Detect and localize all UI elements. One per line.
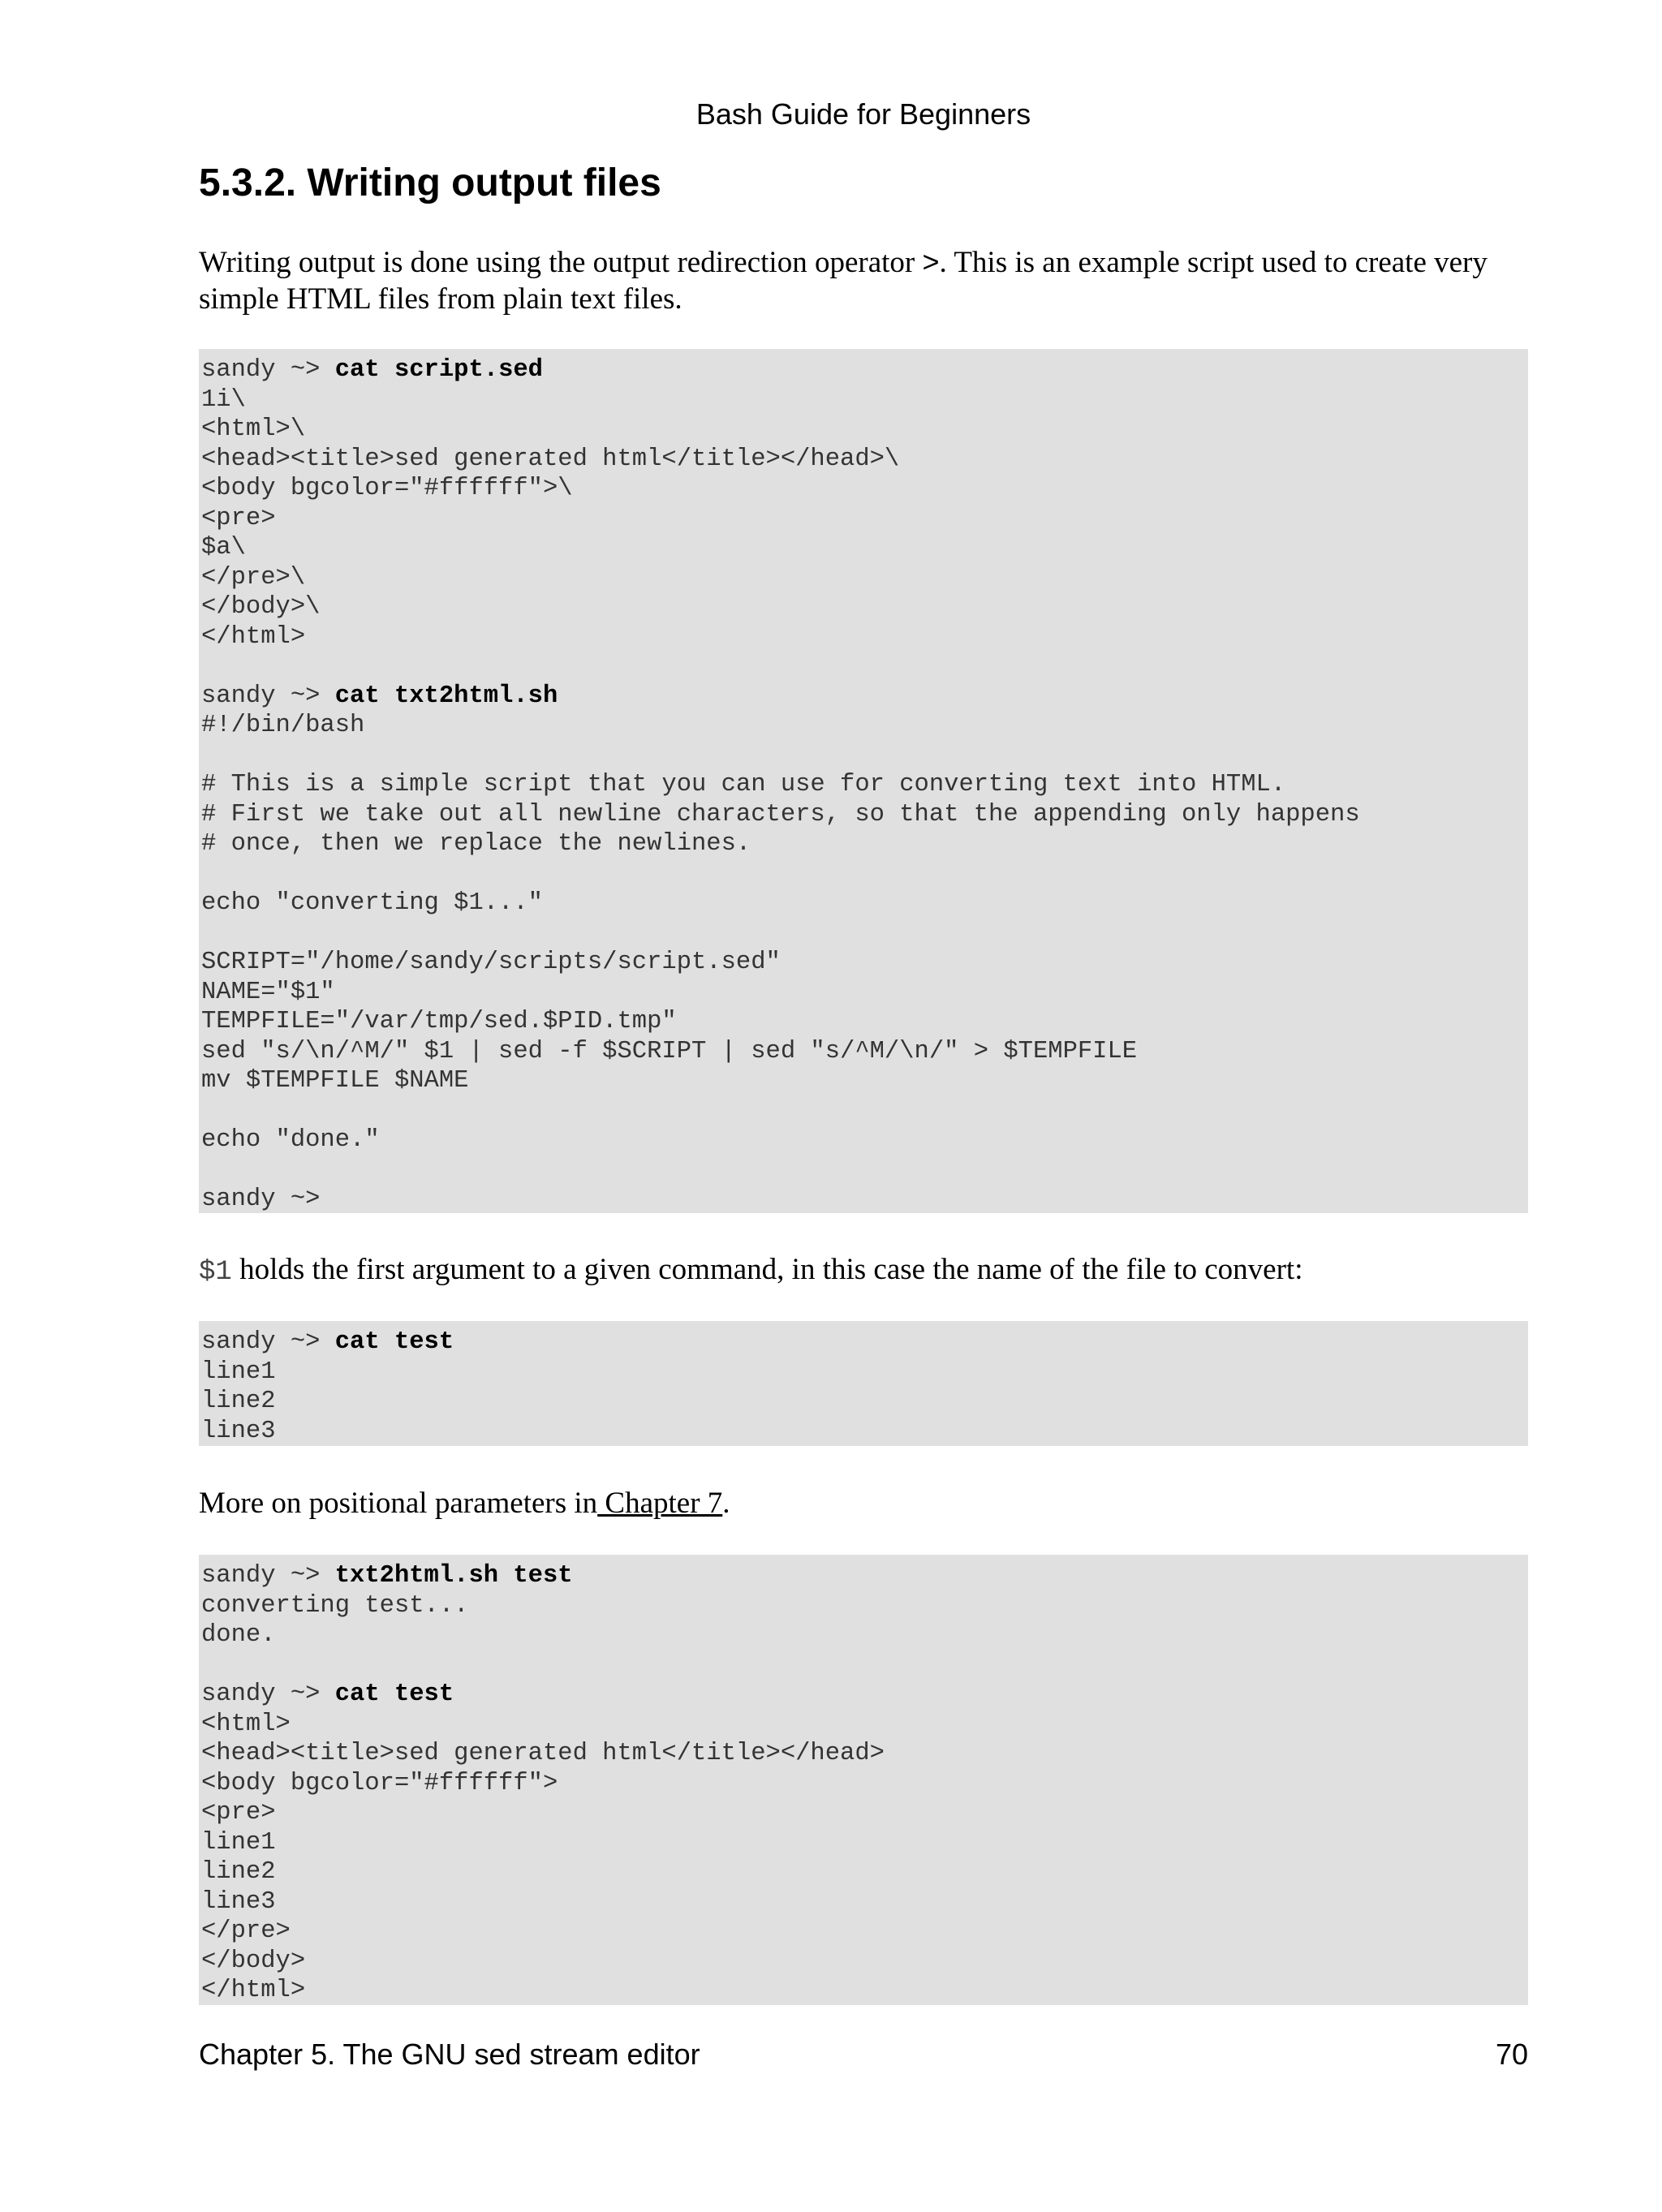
footer-chapter-title: Chapter 5. The GNU sed stream editor [199, 2038, 700, 2071]
code-line: #!/bin/bash [201, 712, 365, 739]
code-line: <html>\ [201, 415, 306, 443]
code-line: line2 [201, 1858, 276, 1886]
code-block-script [199, 349, 1528, 1213]
code-line: <body bgcolor="#ffffff">\ [201, 475, 573, 502]
code-line [201, 741, 1528, 771]
code-line: # This is a simple script that you can use for converting text into HTML. [201, 771, 1286, 798]
code-block-run-output [199, 1555, 1528, 2005]
code-line: </pre>\ [201, 563, 306, 592]
shell-command: txt2html.sh test [334, 1562, 573, 1590]
code-line [201, 1650, 1528, 1681]
code-line: NAME="$1" [201, 978, 335, 1006]
section-title: 5.3.2. Writing output files [199, 161, 661, 204]
shell-prompt: sandy ~> [201, 356, 335, 384]
shell-prompt: sandy ~> [201, 1681, 335, 1708]
code-line: 1i\ [201, 385, 246, 414]
code-line: line3 [201, 1887, 276, 1916]
intro-paragraph [199, 243, 1530, 317]
inline-code-arg: $1 [199, 1257, 232, 1288]
code-block-test-file [199, 1321, 1528, 1446]
code-line: echo "converting $1..." [201, 889, 543, 917]
code-line: # once, then we replace the newlines. [201, 830, 751, 858]
positional-paragraph [199, 1485, 1530, 1521]
code-line [201, 1328, 1528, 1358]
code-line [201, 682, 1528, 712]
code-line: converting test... [201, 1591, 469, 1620]
shell-command: cat txt2html.sh [334, 682, 558, 710]
code-line [201, 1185, 1528, 1215]
code-line: TEMPFILE="/var/tmp/sed.$PID.tmp" [201, 1008, 677, 1035]
code-line: # First we take out all newline characters, so that the appending only happens [201, 800, 1360, 828]
code-line [201, 355, 1528, 385]
shell-command: cat test [334, 1681, 454, 1708]
code-line: <body bgcolor="#ffffff"> [201, 1769, 558, 1797]
code-line: </html> [201, 1977, 306, 2004]
code-line: line3 [201, 1417, 276, 1445]
code-line: line1 [201, 1358, 276, 1386]
code-line: mv $TEMPFILE $NAME [201, 1067, 469, 1095]
code-line: <head><title>sed generated html</title></head> [201, 1740, 885, 1767]
code-line: </pre> [201, 1917, 291, 1945]
shell-prompt: sandy ~> [201, 1186, 321, 1213]
code-line: <pre> [201, 504, 276, 532]
shell-command: cat script.sed [334, 356, 543, 384]
code-line: sed "s/\n/^M/" $1 | sed -f $SCRIPT | sed "s/^M/\n/" > $TEMPFILE [201, 1037, 1138, 1065]
code-line: echo "done." [201, 1126, 380, 1154]
shell-prompt: sandy ~> [201, 1562, 335, 1590]
code-line [201, 1096, 1528, 1126]
code-line [201, 1561, 1528, 1591]
code-line [201, 1155, 1528, 1186]
shell-prompt: sandy ~> [201, 682, 335, 710]
intro-text-after: . This is an example script used to create very simple HTML files from plain text files. [199, 246, 1488, 316]
positional-text: More on positional parameters in [199, 1487, 598, 1520]
code-line: $a\ [201, 534, 246, 562]
code-line: line2 [201, 1388, 276, 1415]
code-line: <html> [201, 1710, 291, 1738]
code-line: line1 [201, 1828, 276, 1857]
shell-command: cat test [334, 1328, 454, 1356]
code-line [201, 859, 1528, 889]
code-line: SCRIPT="/home/sandy/scripts/script.sed" [201, 949, 781, 976]
code-line: </body> [201, 1947, 306, 1975]
argument-text: holds the first argument to a given command, in this case the name of the file to convert: [231, 1253, 1303, 1286]
shell-prompt: sandy ~> [201, 1328, 335, 1356]
redirection-operator: > [922, 245, 940, 278]
code-line: </html> [201, 622, 306, 651]
page-header: Bash Guide for Beginners [695, 97, 1031, 131]
positional-period: . [722, 1487, 730, 1520]
code-line [201, 652, 1528, 682]
argument-paragraph [199, 1251, 1530, 1291]
code-line: done. [201, 1621, 276, 1649]
intro-text-before: Writing output is done using the output redirection operator [199, 246, 923, 279]
footer-page-number: 70 [1495, 2038, 1528, 2071]
code-line [201, 1680, 1528, 1710]
code-line: </body>\ [201, 593, 321, 621]
chapter-7-link[interactable]: Chapter 7 [597, 1487, 723, 1520]
code-line: <pre> [201, 1799, 276, 1827]
code-line [201, 919, 1528, 949]
code-line: <head><title>sed generated html</title></head>\ [201, 445, 900, 473]
